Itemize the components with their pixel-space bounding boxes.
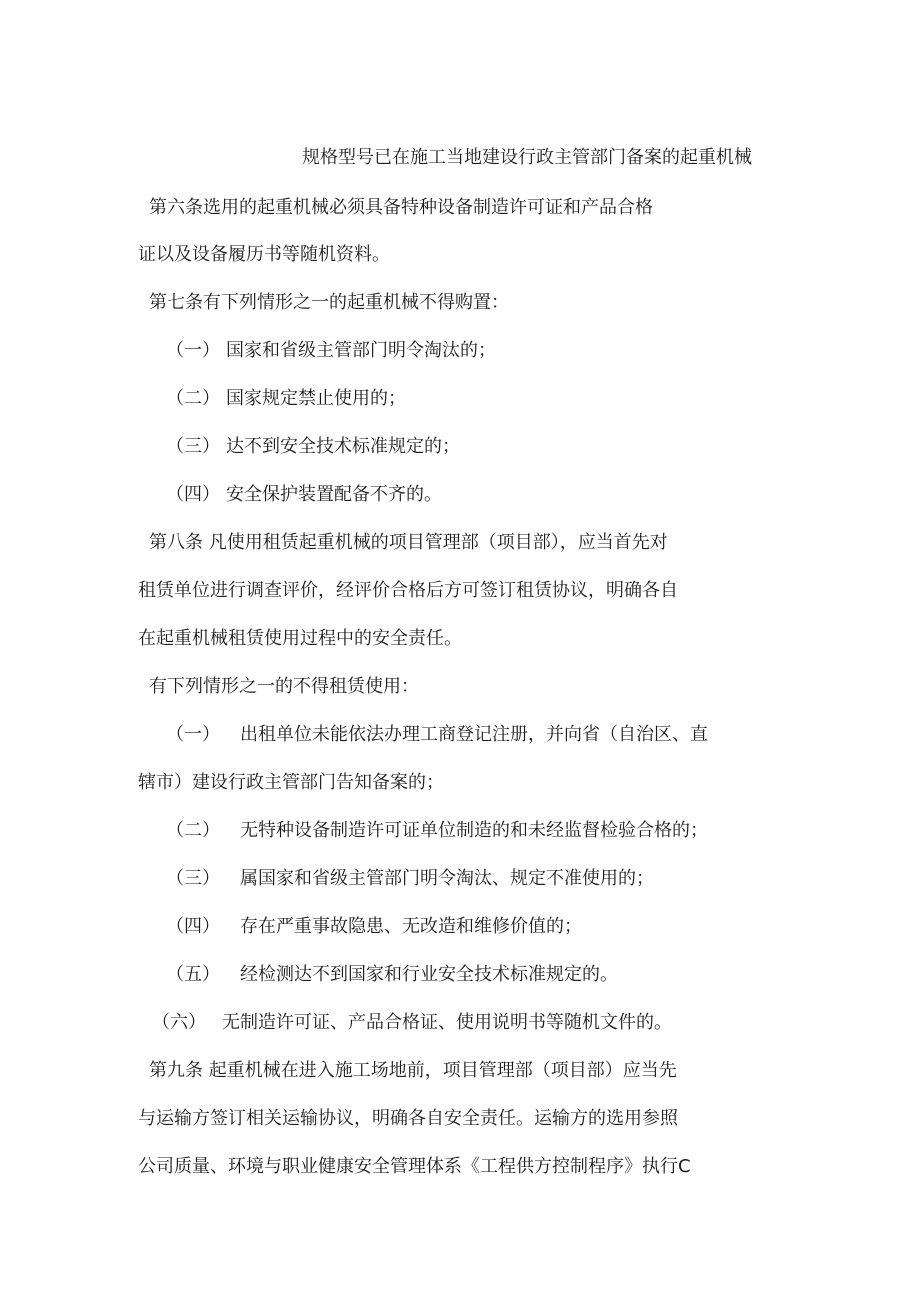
list-text: 无制造许可证、产品合格证、使用说明书等随机文件的。 — [222, 1012, 672, 1033]
text-line: 辖市）建设行政主管部门告知备案的； — [138, 772, 444, 793]
list-number: （六） — [152, 1012, 206, 1033]
list-text: 存在严重事故隐患、无改造和维修价值的； — [240, 916, 582, 937]
list-number: （一） — [166, 724, 220, 745]
list-text: 达不到安全技术标准规定的； — [226, 436, 460, 457]
article-8: 第八条 凡使用租赁起重机械的项目管理部（项目部），应当首先对 — [149, 532, 668, 553]
list-number: （四） — [166, 484, 220, 505]
text-line: 规格型号已在施工当地建设行政主管部门备案的起重机械 — [302, 147, 752, 168]
list-item — [166, 963, 618, 987]
article-6: 第六条选用的起重机械必须具备特种设备制造许可证和产品合格 — [149, 197, 653, 218]
list-text: 国家规定禁止使用的； — [226, 388, 406, 409]
list-item — [166, 387, 406, 411]
list-item — [166, 915, 582, 939]
list-text: 经检测达不到国家和行业安全技术标准规定的。 — [240, 964, 618, 985]
text-line: 有下列情形之一的不得租赁使用： — [149, 676, 419, 697]
list-text: 出租单位未能依法办理工商登记注册，并向省（自治区、直 — [240, 724, 708, 745]
list-item — [166, 819, 708, 843]
list-text: 国家和省级主管部门明令淘汰的； — [226, 340, 496, 361]
text-line: 租赁单位进行调查评价，经评价合格后方可签订租赁协议，明确各自 — [138, 580, 678, 601]
list-item — [166, 867, 654, 891]
list-number: （四） — [166, 916, 220, 937]
list-item — [166, 723, 708, 747]
list-item — [166, 483, 442, 507]
text-line: 证以及设备履历书等随机资料。 — [138, 244, 390, 265]
list-item — [152, 1011, 672, 1035]
list-item — [166, 339, 496, 363]
list-item — [166, 435, 460, 459]
article-7: 第七条有下列情形之一的起重机械不得购置： — [149, 292, 509, 313]
text-line: 与运输方签订相关运输协议，明确各自安全责任。运输方的选用参照 — [138, 1108, 678, 1129]
list-number: （三） — [166, 868, 220, 889]
text-line: 在起重机械租赁使用过程中的安全责任。 — [138, 628, 462, 649]
list-text: 安全保护装置配备不齐的。 — [226, 484, 442, 505]
list-number: （三） — [166, 436, 220, 457]
list-number: （二） — [166, 388, 220, 409]
list-number: （五） — [166, 964, 220, 985]
list-number: （二） — [166, 820, 220, 841]
text-line: 公司质量、环境与职业健康安全管理体系《工程供方控制程序》执行C — [138, 1156, 691, 1177]
article-9: 第九条 起重机械在进入施工场地前，项目管理部（项目部）应当先 — [149, 1060, 677, 1081]
list-number: （一） — [166, 340, 220, 361]
list-text: 无特种设备制造许可证单位制造的和未经监督检验合格的； — [240, 820, 708, 841]
list-text: 属国家和省级主管部门明令淘汰、规定不准使用的； — [240, 868, 654, 889]
